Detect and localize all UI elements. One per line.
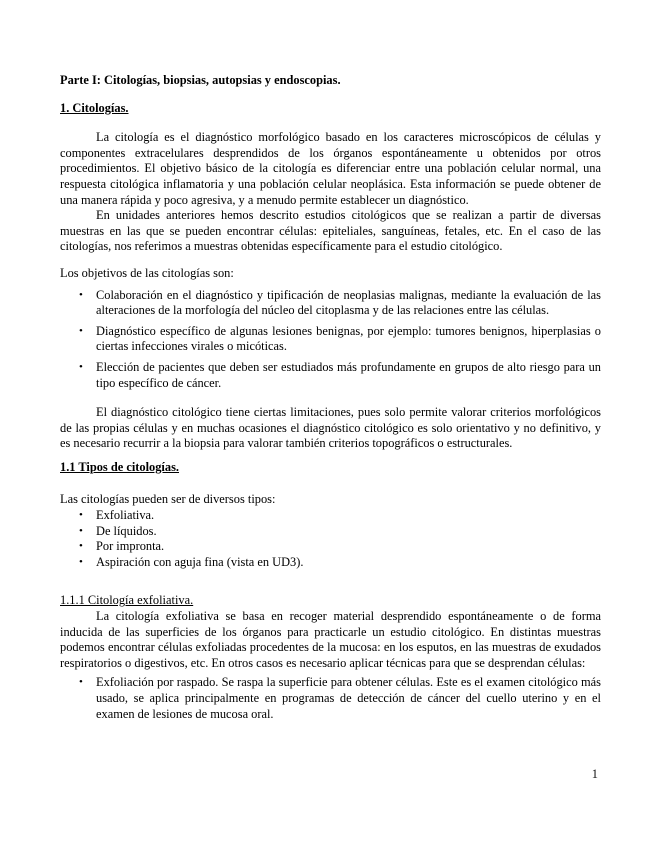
list-item xyxy=(60,360,601,391)
bullet-icon: • xyxy=(79,288,83,301)
section-heading-exfoliativa: 1.1.1 Citología exfoliativa. xyxy=(60,593,194,608)
document-title: Parte I: Citologías, biopsias, autopsias y endoscopias. xyxy=(60,73,341,87)
list-item-text: Exfoliativa. xyxy=(96,508,155,523)
bullet-icon: • xyxy=(79,524,83,537)
list-item xyxy=(60,539,601,555)
list-item-text: Colaboración en el diagnóstico y tipificación de neoplasias malignas, mediante la evaluación de las alteraciones de la morfología del núcleo del citoplasma y de las relaciones entre las células. xyxy=(96,287,601,318)
list-item xyxy=(60,324,601,355)
bullet-icon: • xyxy=(79,676,83,689)
objectives-intro: Los objetivos de las citologías son: xyxy=(60,265,234,280)
bullet-icon: • xyxy=(79,540,83,553)
list-item xyxy=(60,508,601,524)
list-item xyxy=(60,288,601,319)
list-item xyxy=(60,555,601,571)
page-content xyxy=(60,73,601,722)
list-item-text: Elección de pacientes que deben ser estudiados más profundamente en grupos de alto riesgo para un tipo específico de cáncer. xyxy=(96,359,601,390)
list-item-text: Exfoliación por raspado. Se raspa la superficie para obtener células. Este es el examen citológico más usado, se aplica principalmente en programas de detección de cáncer del cuello uterino y en el examen de lesiones de mucosa oral. xyxy=(96,675,601,721)
page-number: 1 xyxy=(591,767,598,781)
list-item-text: Por impronta. xyxy=(96,539,165,554)
paragraph-citologia-definicion: La citología es el diagnóstico morfológico basado en los caracteres microscópicos de células y componentes extracelulares desprendidos de los órganos espontáneamente u obtenidos por otros procedimientos. El objetivo básico de la citología es diferenciar entre una población celular normal, una respuesta citológica inflamatoria y una población celular neoplásica. Esta información se puede obtener de una manera rápida y poco agresiva, y a menudo permite establecer un diagnóstico. xyxy=(60,130,601,207)
paragraph-exfoliativa: La citología exfoliativa se basa en recoger material desprendido espontáneamente o de forma inducida de las superficies de los órganos para practicarle un estudio citológico. En distintas muestras podemos encontrar células exfoliadas procedentes de la mucosa: en los esputos, en las muestras de exudados respiratorios o digestivos, etc. En otros casos es necesario aplicar técnicas para que se desprendan células: xyxy=(60,609,601,670)
bullet-icon: • xyxy=(79,360,83,373)
types-list xyxy=(60,508,601,570)
bullet-icon: • xyxy=(79,555,83,568)
list-item xyxy=(60,675,601,722)
paragraph-limitaciones: El diagnóstico citológico tiene ciertas limitaciones, pues solo permite valorar criterios morfológicos de las propias células y en muchas ocasiones el diagnóstico citológico es solo orientativo y no definitivo, y es necesario recurrir a la biopsia para valorar también criterios topográficos o estructurales. xyxy=(60,405,601,451)
bullet-icon: • xyxy=(79,324,83,337)
paragraph-unidades-anteriores: En unidades anteriores hemos descrito estudios citológicos que se realizan a partir de diversas muestras en las que se pueden encontrar células: epiteliales, sanguíneas, fetales, etc. En el caso de las citologías, nos referimos a muestras obtenidas específicamente para el estudio citológico. xyxy=(60,208,601,254)
list-item-text: Aspiración con aguja fina (vista en UD3). xyxy=(96,554,304,569)
list-item xyxy=(60,524,601,540)
objectives-list xyxy=(60,288,601,392)
list-item-text: Diagnóstico específico de algunas lesiones benignas, por ejemplo: tumores benignos, hiperplasias o ciertas infecciones virales o micóticas. xyxy=(96,323,601,354)
types-intro: Las citologías pueden ser de diversos tipos: xyxy=(60,492,276,507)
section-heading-citologias: 1. Citologías. xyxy=(60,100,129,115)
techniques-list xyxy=(60,675,601,722)
list-item-text: De líquidos. xyxy=(96,523,157,538)
section-heading-tipos: 1.1 Tipos de citologías. xyxy=(60,459,179,474)
bullet-icon: • xyxy=(79,509,83,522)
